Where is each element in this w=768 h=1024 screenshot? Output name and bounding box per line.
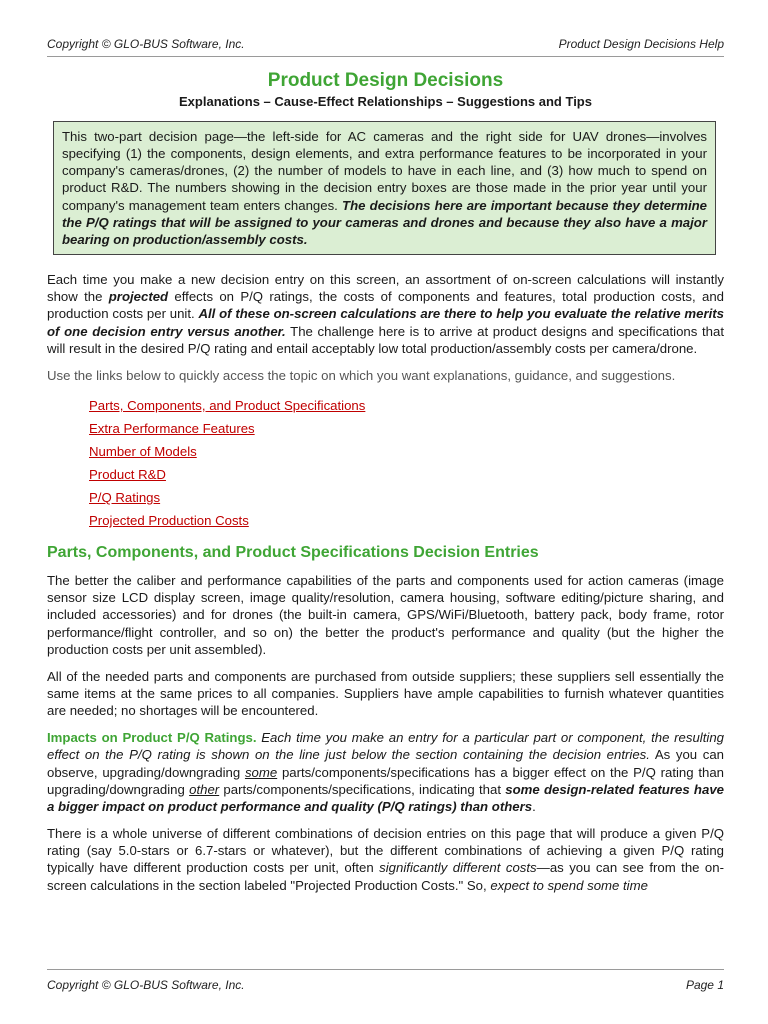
para1-c: effects on P/Q ratings, the costs of components and features, total production costs, and production costs per unit. [47, 289, 724, 322]
link-parts-components[interactable]: Parts, Components, and Product Specifications [89, 398, 366, 414]
footer-copyright: Copyright © GLO-BUS Software, Inc. [47, 978, 245, 992]
link-item [89, 490, 724, 505]
para1-a: Each time you make a new decision entry on this screen, an assortment of on-screen calculations will instantly show the [47, 272, 724, 305]
p3-emphasis: some design-related features have a bigger impact on product performance and quality (P/Q ratings) than others [47, 781, 724, 814]
p4-d: expect to spend some time [490, 877, 648, 893]
p3-h: . [532, 798, 536, 814]
intro-emphasis: The decisions here are important because they determine the P/Q ratings that will be assigned to your cameras and drones and because they also have a major bearing on production/assembly costs. [62, 197, 707, 247]
p3-f: parts/components/specifications, indicating that [219, 781, 506, 797]
link-pq-ratings[interactable]: P/Q Ratings [89, 490, 161, 506]
para1-emphasis: All of these on-screen calculations are there to help you evaluate the relative merits of one decision entry versus another. [47, 306, 724, 339]
para1-projected: projected [108, 289, 169, 305]
page-content [47, 66, 724, 904]
p3-a: Each time you make an entry for a particular part or component, the resulting effect on the P/Q rating is shown on the line just below the section containing the decision entries. [47, 730, 724, 763]
page-header [47, 37, 724, 51]
p3-b: As you can observe, upgrading/downgrading [47, 747, 724, 780]
link-item [89, 398, 724, 413]
p3-d: parts/components/specifications has a bigger effect on the P/Q rating than upgrading/downgrading [47, 764, 724, 797]
para1-e: The challenge here is to arrive at product designs and specifications that will result in the desired P/Q rating and entail acceptably low total production/assembly costs per camera/drone. [47, 323, 725, 356]
p4-a: There is a whole universe of different combinations of decision entries on this page that will produce a given P/Q rating (say 5.0-stars or 6.7-stars or whatever), but the different combinations of achieving a given P/Q rating typically have different production costs per unit, often [47, 826, 724, 876]
page-footer [47, 978, 724, 992]
links-intro: Use the links below to quickly access the topic on which you want explanations, guidance, and suggestions. [47, 367, 676, 383]
link-item [89, 467, 724, 482]
link-extra-features[interactable]: Extra Performance Features [89, 421, 255, 437]
header-doc-title: Product Design Decisions Help [558, 37, 724, 51]
section-paragraph-4 [47, 825, 724, 894]
p4-b: significantly different costs [379, 860, 537, 876]
impact-heading: Impacts on Product P/Q Ratings. [47, 730, 257, 746]
link-item [89, 444, 724, 459]
page-title: Product Design Decisions [267, 70, 504, 91]
page-subtitle: Explanations – Cause-Effect Relationships – Suggestions and Tips [179, 94, 592, 109]
intro-text: This two-part decision page—the left-side for AC cameras and the right side for UAV drones—involves specifying (1) the components, design elements, and extra performance features to be incorporated in your company's cameras/drones, (2) the number of models to have in each line, and (3) how much to spend on product R&D. The numbers showing in the decision entry boxes are those made in the prior year until your company's management team enters changes. [62, 129, 707, 213]
footer-page-number: Page 1 [685, 978, 724, 992]
header-copyright: Copyright © GLO-BUS Software, Inc. [47, 37, 245, 51]
section-paragraph-2: All of the needed parts and components are purchased from outside suppliers; these suppliers sell essentially the same items at the same prices to all companies. Suppliers have ample capabilities to furnish whatever quantities are needed; no shortages will be encountered. [47, 668, 724, 719]
link-production-costs[interactable]: Projected Production Costs [89, 513, 249, 529]
link-product-rd[interactable]: Product R&D [89, 467, 166, 483]
header-rule [47, 56, 724, 57]
intro-paragraph [47, 271, 724, 357]
p3-some: some [244, 764, 278, 780]
link-number-of-models[interactable]: Number of Models [89, 444, 197, 460]
footer-rule [47, 969, 724, 970]
p3-other: other [189, 781, 220, 797]
p4-c: —as you can see from the on-screen calculations in the section labeled "Projected Production Costs." So, [47, 860, 724, 893]
section-heading: Parts, Components, and Product Specifications Decision Entries [47, 544, 539, 562]
link-item [89, 513, 724, 528]
section-paragraph-3 [47, 729, 724, 815]
section-paragraph-1: The better the caliber and performance capabilities of the parts and components used for action cameras (image sensor size LCD display screen, image quality/resolution, camera housing, software editing/picture sharing, and included accessories) and for drones (the built-in camera, GPS/WiFi/Bluetooth, battery pack, body frame, rotor performance/flight controller, and so on) the better the product's performance and quality (but the higher the production costs per unit assembled). [47, 573, 724, 657]
link-item [89, 421, 724, 436]
topic-links [89, 398, 724, 528]
intro-box [53, 121, 716, 255]
